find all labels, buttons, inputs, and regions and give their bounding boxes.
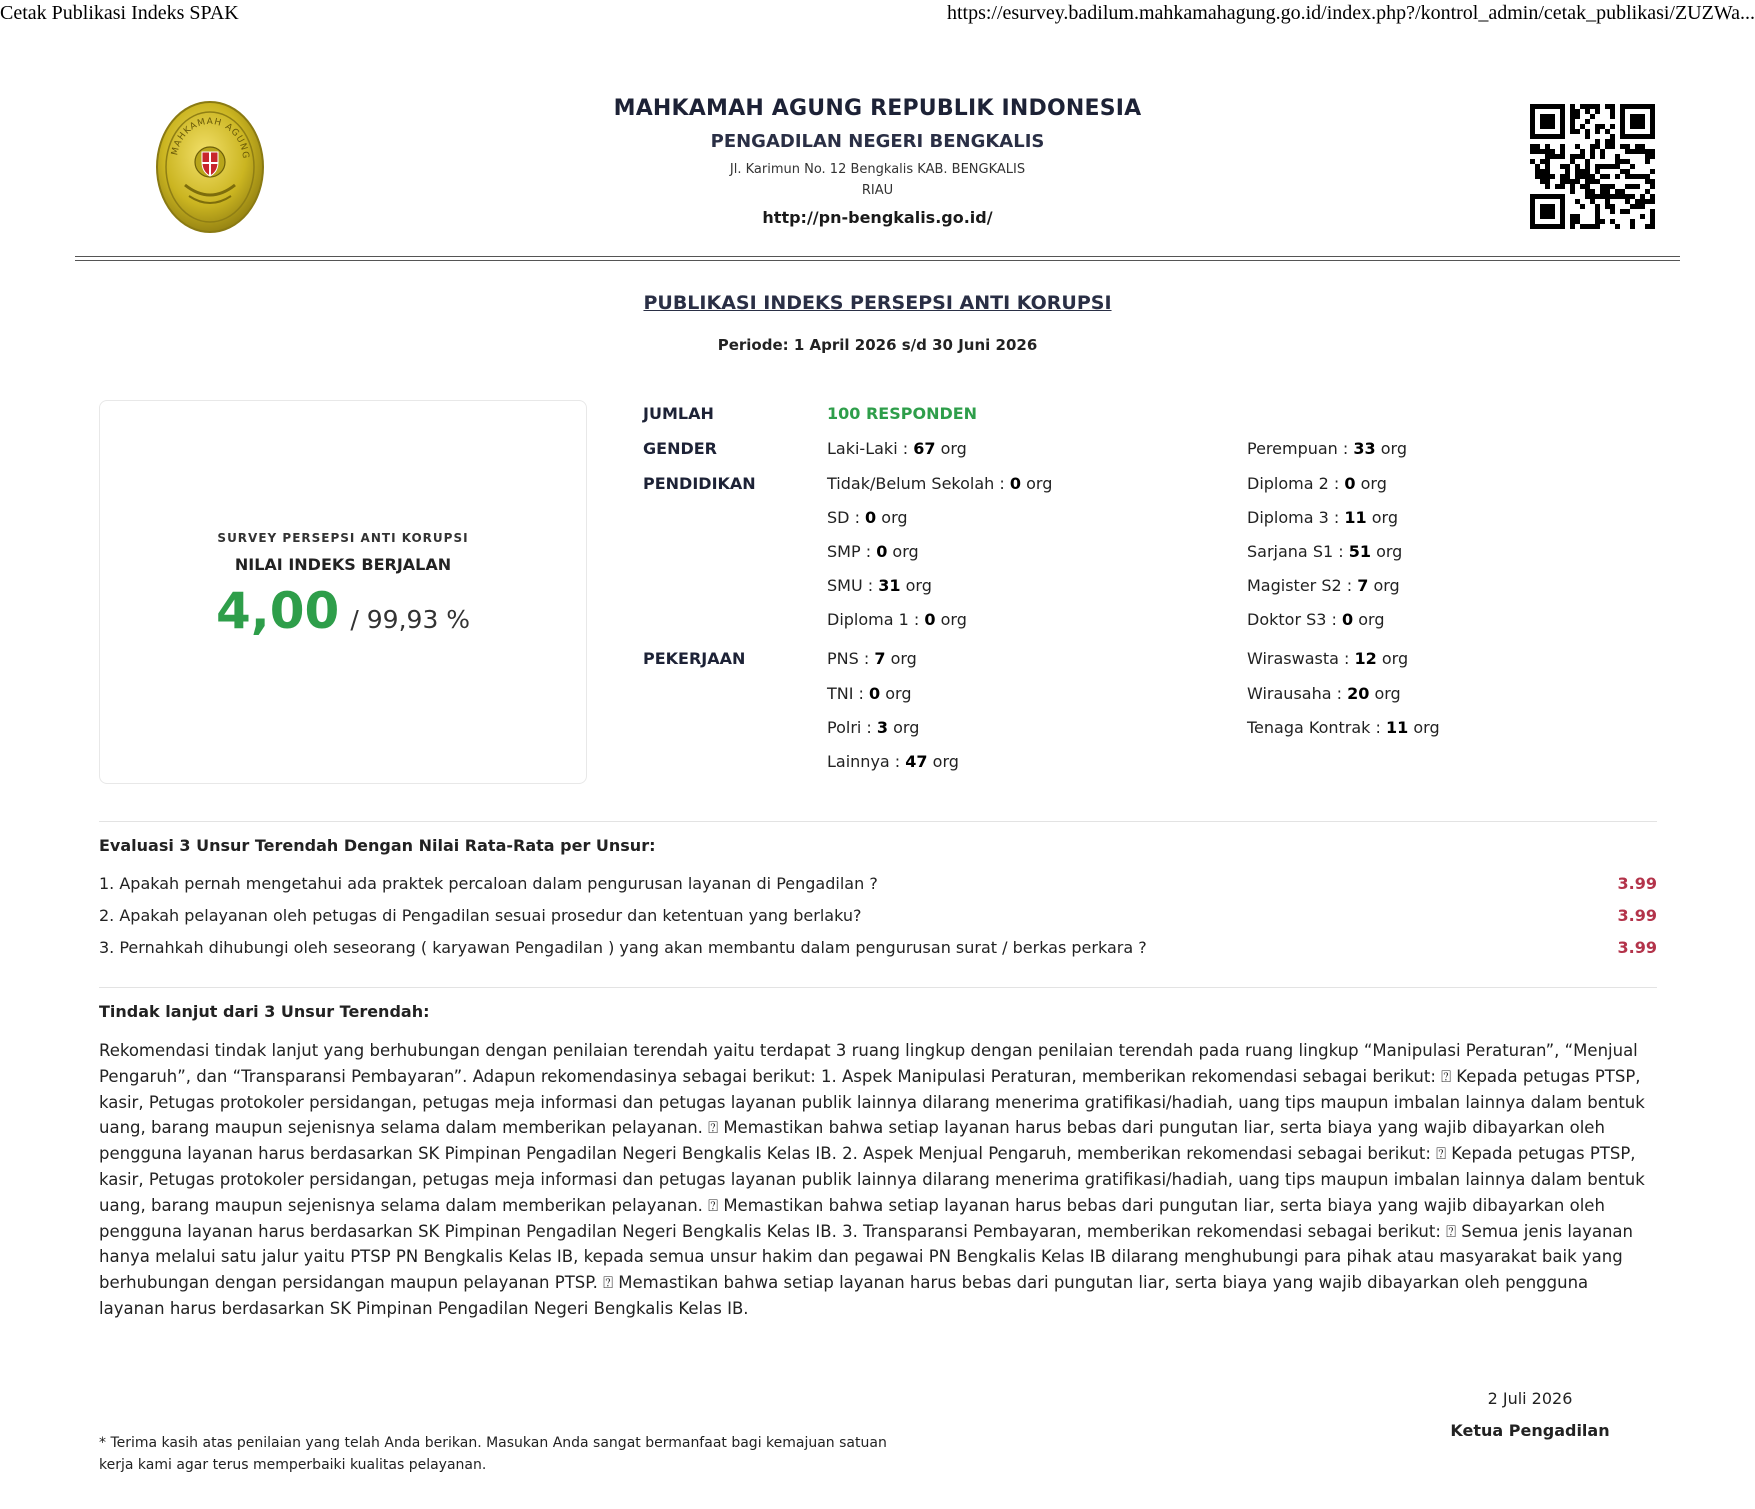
- jumlah-value: 100 RESPONDEN: [827, 404, 978, 423]
- pekerjaan-label: PEKERJAAN: [643, 649, 746, 668]
- document-title: PUBLIKASI INDEKS PERSEPSI ANTI KORUPSI: [643, 292, 1112, 314]
- evaluation-question: 2. Apakah pelayanan oleh petugas di Pengadilan sesuai prosedur dan ketentuan yang berlaku?: [99, 906, 862, 925]
- stat-item: Magister S2 : 7 org: [1247, 576, 1400, 595]
- evaluation-item: [99, 938, 1657, 957]
- stat-row: [643, 508, 1663, 532]
- signature-date: 2 Juli 2026: [1487, 1389, 1573, 1408]
- section-divider: [99, 987, 1657, 988]
- stat-item: Tenaga Kontrak : 11 org: [1247, 718, 1440, 737]
- print-header: [0, 0, 1755, 26]
- page-url: https://esurvey.badilum.mahkamahagung.go.id/index.php?/kontrol_admin/cetak_publikasi/ZUZWa...: [946, 2, 1755, 24]
- letterhead-divider: [75, 256, 1680, 261]
- stat-item: Laki-Laki : 67 org: [827, 439, 967, 458]
- index-percent: / 99,93 %: [350, 605, 471, 634]
- signature-role: Ketua Pengadilan: [1450, 1421, 1610, 1440]
- evaluation-score: 3.99: [1617, 874, 1657, 893]
- stat-item: TNI : 0 org: [827, 684, 912, 703]
- stat-item: SMP : 0 org: [827, 542, 919, 561]
- stat-row: [643, 684, 1663, 708]
- stat-row: [643, 576, 1663, 600]
- stat-item: Polri : 3 org: [827, 718, 920, 737]
- court-address: Jl. Karimun No. 12 Bengkalis KAB. BENGKALIS: [729, 162, 1026, 177]
- index-value: [100, 582, 586, 640]
- evaluation-score: 3.99: [1617, 938, 1657, 957]
- stat-row-gender: [643, 439, 1663, 463]
- stat-item: SMU : 31 org: [827, 576, 932, 595]
- stat-item: Doktor S3 : 0 org: [1247, 610, 1385, 629]
- footnote: * Terima kasih atas penilaian yang telah Anda berikan. Masukan Anda sangat bermanfaat bagi kemajuan satuan kerja kami agar terus memperbaiki kualitas pelayanan.: [99, 1435, 887, 1473]
- stat-item: Wirausaha : 20 org: [1247, 684, 1401, 703]
- evaluation-question: 3. Pernahkah dihubungi oleh seseorang ( karyawan Pengadilan ) yang akan membantu dalam pengurusan surat / berkas perkara ?: [99, 938, 1147, 957]
- evaluation-title: Evaluasi 3 Unsur Terendah Dengan Nilai Rata-Rata per Unsur:: [99, 836, 656, 855]
- index-caption: SURVEY PERSEPSI ANTI KORUPSI: [217, 531, 469, 545]
- stat-item: SD : 0 org: [827, 508, 908, 527]
- letterhead: [75, 90, 1680, 260]
- seal-text: MAHKAMAH AGUNG: [170, 116, 251, 160]
- stat-row: [643, 610, 1663, 634]
- stat-row: [643, 718, 1663, 742]
- follow-up-title: Tindak lanjut dari 3 Unsur Terendah:: [99, 1002, 430, 1021]
- pendidikan-label: PENDIDIKAN: [643, 474, 756, 493]
- stat-item: Tidak/Belum Sekolah : 0 org: [827, 474, 1053, 493]
- stat-row: [643, 752, 1663, 776]
- stat-row-pendidikan: [643, 474, 1663, 498]
- stat-row-jumlah: [643, 404, 1663, 428]
- document-period: Periode: 1 April 2026 s/d 30 Juni 2026: [717, 336, 1038, 354]
- index-card: [99, 400, 587, 784]
- page-title: Cetak Publikasi Indeks SPAK: [0, 2, 239, 24]
- jumlah-label: JUMLAH: [643, 404, 714, 423]
- stat-item: Diploma 3 : 11 org: [1247, 508, 1398, 527]
- stat-item: Lainnya : 47 org: [827, 752, 959, 771]
- stat-item: Diploma 1 : 0 org: [827, 610, 967, 629]
- evaluation-item: [99, 906, 1657, 925]
- stat-row: [643, 542, 1663, 566]
- evaluation-question: 1. Apakah pernah mengetahui ada praktek percaloan dalam pengurusan layanan di Pengadilan ?: [99, 874, 878, 893]
- evaluation-score: 3.99: [1617, 906, 1657, 925]
- follow-up-body: Rekomendasi tindak lanjut yang berhubungan dengan penilaian terendah yaitu terdapat 3 ruang lingkup dengan penilaian terendah pada ruang lingkup “Manipulasi Peraturan”, “Menjual Pengaruh”, dan “Transparansi Pembayaran”. Adapun rekomendasinya sebagai berikut: 1. Aspek Manipulasi Peraturan, memberikan rekomendasi sebagai berikut: ⍰ Kepada petugas PTSP, kasir, Petugas protokoler persidangan, petugas meja informasi dan petugas layanan publik lainnya dilarang menerima gratifikasi/hadiah, uang tips maupun imbalan lainnya dalam bentuk uang, barang maupun sejenisnya selama dalam memberikan pelayanan. ⍰ Memastikan bahwa setiap layanan harus bebas dari pungutan liar, serta biaya yang wajib dibayarkan oleh pengguna layanan harus berdasarkan SK Pimpinan Pengadilan Negeri Bengkalis Kelas IB. 2. Aspek Menjual Pengaruh, memberikan rekomendasi sebagai berikut: ⍰ Kepada petugas PTSP, kasir, Petugas protokoler persidangan, petugas meja informasi dan petugas layanan publik lainnya dilarang menerima gratifikasi/hadiah, uang tips maupun imbalan lainnya dalam bentuk uang, barang maupun sejenisnya selama dalam memberikan pelayanan. ⍰ Memastikan bahwa setiap layanan harus bebas dari pungutan liar, serta biaya yang wajib dibayarkan oleh pengguna layanan harus berdasarkan SK Pimpinan Pengadilan Negeri Bengkalis Kelas IB. 3. Transparansi Pembayaran, memberikan rekomendasi sebagai berikut: ⍰ Semua jenis layanan hanya melalui satu jalur yaitu PTSP PN Bengkalis Kelas IB, kepada semua unsur hakim dan pegawai PN Bengkalis Kelas IB dilarang menghubungi para pihak atau masyarakat baik yang berhubungan dengan persidangan maupun pelayanan PTSP. ⍰ Memastikan bahwa setiap layanan harus bebas dari pungutan liar, serta biaya yang wajib dibayarkan oleh pengguna layanan harus berdasarkan SK Pimpinan Pengadilan Negeri Bengkalis Kelas IB.: [99, 1041, 1645, 1318]
- index-label: NILAI INDEKS BERJALAN: [234, 555, 452, 574]
- stat-row-pekerjaan: [643, 649, 1663, 673]
- stat-item: Diploma 2 : 0 org: [1247, 474, 1387, 493]
- gender-label: GENDER: [643, 439, 717, 458]
- section-divider: [99, 821, 1657, 822]
- court-name: PENGADILAN NEGERI BENGKALIS: [710, 131, 1045, 152]
- court-region: RIAU: [861, 183, 894, 198]
- letterhead-text: [75, 96, 1680, 227]
- org-title: MAHKAMAH AGUNG REPUBLIK INDONESIA: [613, 96, 1142, 121]
- court-website[interactable]: http://pn-bengkalis.go.id/: [762, 208, 993, 227]
- evaluation-item: [99, 874, 1657, 893]
- qr-code-icon: [1530, 104, 1655, 229]
- index-score: 4,00: [215, 582, 340, 640]
- stat-item: Perempuan : 33 org: [1247, 439, 1407, 458]
- stat-item: Wiraswasta : 12 org: [1247, 649, 1409, 668]
- stat-item: PNS : 7 org: [827, 649, 917, 668]
- stat-item: Sarjana S1 : 51 org: [1247, 542, 1403, 561]
